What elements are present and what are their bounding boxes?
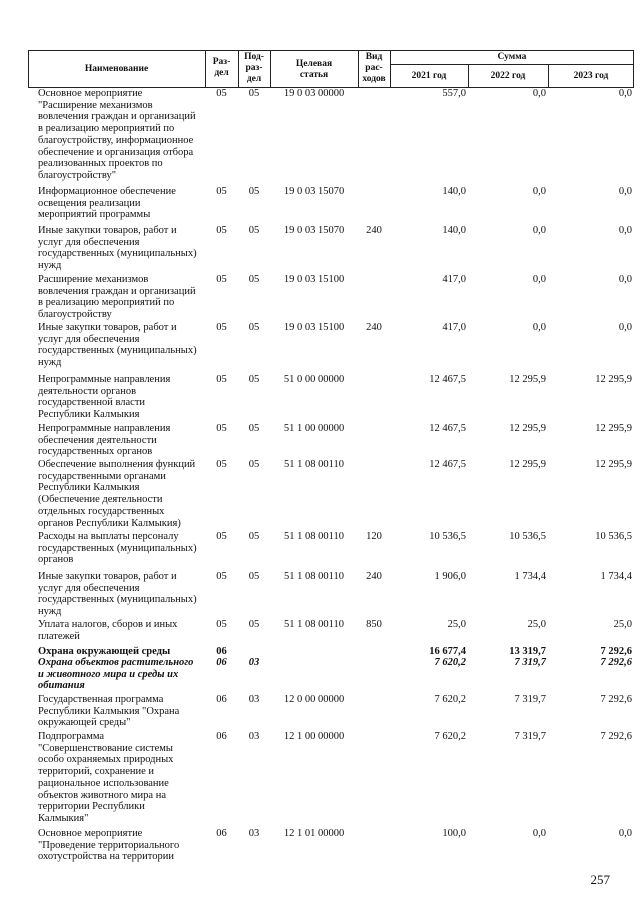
row-sum-2021: 25,0 [447, 619, 466, 630]
row-podrazdel: 05 [248, 225, 260, 236]
row-sum-2022: 7 319,7 [514, 731, 546, 742]
row-sum-2023: 25,0 [613, 619, 632, 630]
header-summa: Сумма [497, 52, 527, 62]
row-name: Основное мероприятие "Расширение механизмов вовлечения граждан и организаций в реализацию мероприятий по благоустройству, информационное обеспечение и организация отбора реализованных проектов по благоустройству" [38, 88, 196, 181]
row-sum-2023: 12 295,9 [595, 459, 632, 470]
row-podrazdel: 05 [248, 274, 260, 285]
row-razdel: 05 [216, 274, 227, 285]
row-name: Уплата налогов, сборов и иных платежей [38, 619, 178, 642]
row-sum-2023: 7 292,6 [600, 646, 632, 657]
row-name: Непрограммные направления обеспечения деятельности государственных органов [38, 423, 171, 458]
row-sum-2022: 25,0 [527, 619, 546, 630]
row-sum-2021: 140,0 [442, 186, 466, 197]
row-sum-2022: 10 536,5 [509, 531, 546, 542]
row-podrazdel: 05 [248, 423, 260, 434]
row-sum-2021: 557,0 [442, 88, 466, 99]
row-sum-2021: 100,0 [442, 828, 466, 839]
row-razdel: 06 [216, 646, 227, 657]
row-sum-2021: 140,0 [442, 225, 466, 236]
row-sum-2023: 0,0 [618, 828, 632, 839]
row-sum-2022: 1 734,4 [514, 571, 546, 582]
header-podrazdel: Под- раз- дел [244, 52, 264, 84]
row-podrazdel: 05 [248, 571, 260, 582]
row-name: Иные закупки товаров, работ и услуг для обеспечения государственных (муниципальных) нужд [38, 571, 197, 618]
row-podrazdel: 03 [248, 828, 260, 839]
row-razdel: 05 [216, 571, 227, 582]
row-podrazdel: 03 [248, 657, 260, 668]
row-name: Непрограммные направления деятельности органов государственной власти Республики Калмыкия [38, 374, 171, 421]
row-tselevaya-statya: 51 1 00 00000 [283, 423, 345, 434]
row-sum-2023: 0,0 [618, 88, 632, 99]
row-podrazdel: 05 [248, 531, 260, 542]
row-sum-2021: 7 620,2 [434, 694, 466, 705]
row-podrazdel: 05 [248, 459, 260, 470]
row-tselevaya-statya: 19 0 03 15070 [283, 225, 345, 236]
row-tselevaya-statya: 51 1 08 00110 [284, 571, 344, 582]
row-razdel: 05 [216, 531, 227, 542]
row-vid-rashodov: 850 [366, 619, 382, 630]
row-sum-2022: 7 319,7 [514, 694, 546, 705]
row-sum-2022: 0,0 [532, 322, 546, 333]
row-sum-2022: 0,0 [532, 88, 546, 99]
row-razdel: 05 [216, 619, 227, 630]
row-sum-2021: 7 620,2 [434, 657, 466, 668]
row-razdel: 05 [216, 322, 227, 333]
header-name: Наименование [84, 64, 149, 74]
row-name: Государственная программа Республики Калмыкия "Охрана окружающей среды" [38, 694, 180, 729]
row-sum-2022: 0,0 [532, 186, 546, 197]
row-sum-2021: 7 620,2 [434, 731, 466, 742]
row-razdel: 06 [216, 731, 227, 742]
header-razdel: Раз- дел [212, 57, 231, 78]
row-name: Иные закупки товаров, работ и услуг для обеспечения государственных (муниципальных) нужд [38, 322, 197, 369]
row-podrazdel: 03 [248, 731, 260, 742]
row-name: Основное мероприятие "Проведение территориального охотустройства на территории [38, 828, 180, 863]
row-sum-2023: 0,0 [618, 274, 632, 285]
row-tselevaya-statya: 19 0 03 15100 [283, 274, 345, 285]
row-tselevaya-statya: 12 1 01 00000 [283, 828, 345, 839]
row-vid-rashodov: 240 [366, 322, 382, 333]
row-name: Расширение механизмов вовлечения граждан и организаций в реализацию мероприятий по благоустройству [38, 274, 196, 321]
row-vid-rashodov: 120 [366, 531, 382, 542]
row-tselevaya-statya: 19 0 03 15100 [283, 322, 345, 333]
row-tselevaya-statya: 51 1 08 00110 [284, 459, 344, 470]
row-tselevaya-statya: 51 1 08 00110 [284, 531, 344, 542]
row-name: Подпрограмма "Совершенствование системы особо охраняемых природных территорий, сохранение и рациональное использование объектов животного мира на территории Республики Калмыкия" [38, 731, 174, 824]
row-sum-2023: 12 295,9 [595, 374, 632, 385]
row-podrazdel: 03 [248, 694, 260, 705]
row-sum-2022: 13 319,7 [509, 646, 546, 657]
row-podrazdel: 05 [248, 322, 260, 333]
row-sum-2022: 7 319,7 [514, 657, 546, 668]
row-sum-2021: 417,0 [442, 322, 466, 333]
header-2023: 2023 год [573, 71, 609, 81]
page-number: 257 [590, 872, 610, 887]
row-tselevaya-statya: 51 1 08 00110 [284, 619, 344, 630]
row-sum-2022: 12 295,9 [509, 459, 546, 470]
row-razdel: 06 [216, 694, 227, 705]
row-sum-2023: 0,0 [618, 322, 632, 333]
row-sum-2021: 16 677,4 [429, 646, 466, 657]
row-sum-2023: 7 292,6 [600, 694, 632, 705]
row-sum-2021: 12 467,5 [429, 423, 466, 434]
header-tselevaya: Целевая статья [295, 59, 333, 80]
header-2021: 2021 год [411, 71, 447, 81]
row-sum-2022: 0,0 [532, 274, 546, 285]
row-vid-rashodov: 240 [366, 225, 382, 236]
row-razdel: 05 [216, 88, 227, 99]
row-sum-2023: 12 295,9 [595, 423, 632, 434]
row-sum-2021: 10 536,5 [429, 531, 466, 542]
row-razdel: 05 [216, 459, 227, 470]
row-sum-2021: 1 906,0 [434, 571, 466, 582]
row-sum-2023: 0,0 [618, 225, 632, 236]
row-sum-2023: 1 734,4 [600, 571, 632, 582]
row-sum-2022: 0,0 [532, 828, 546, 839]
row-sum-2021: 12 467,5 [429, 459, 466, 470]
row-sum-2021: 12 467,5 [429, 374, 466, 385]
row-tselevaya-statya: 19 0 03 00000 [283, 88, 345, 99]
row-podrazdel: 05 [248, 186, 260, 197]
row-razdel: 06 [216, 657, 227, 668]
row-razdel: 06 [216, 828, 227, 839]
row-vid-rashodov: 240 [366, 571, 382, 582]
row-name: Охрана окружающей среды [38, 646, 171, 657]
row-razdel: 05 [216, 186, 227, 197]
row-tselevaya-statya: 12 0 00 00000 [283, 694, 345, 705]
row-sum-2023: 10 536,5 [595, 531, 632, 542]
row-sum-2023: 7 292,6 [600, 731, 632, 742]
row-tselevaya-statya: 12 1 00 00000 [283, 731, 345, 742]
row-sum-2021: 417,0 [442, 274, 466, 285]
row-name: Расходы на выплаты персоналу государственных (муниципальных) органов [38, 531, 197, 566]
row-tselevaya-statya: 51 0 00 00000 [283, 374, 345, 385]
header-2022: 2022 год [490, 71, 526, 81]
row-name: Охрана объектов растительного и животного мира и среды их обитания [38, 657, 194, 692]
row-razdel: 05 [216, 423, 227, 434]
row-razdel: 05 [216, 374, 227, 385]
row-podrazdel: 05 [248, 374, 260, 385]
row-name: Иные закупки товаров, работ и услуг для обеспечения государственных (муниципальных) нужд [38, 225, 197, 272]
row-sum-2022: 12 295,9 [509, 374, 546, 385]
header-vid: Вид рас- ходов [362, 52, 386, 84]
row-name: Информационное обеспечение освещения реализации мероприятий программы [38, 186, 176, 221]
row-sum-2023: 7 292,6 [600, 657, 632, 668]
row-podrazdel: 05 [248, 619, 260, 630]
row-name: Обеспечение выполнения функций государственными органами Республики Калмыкия (Обеспечение деятельности отдельных государственных органов Республики Калмыкия) [38, 459, 196, 529]
row-sum-2022: 12 295,9 [509, 423, 546, 434]
row-razdel: 05 [216, 225, 227, 236]
row-sum-2023: 0,0 [618, 186, 632, 197]
row-tselevaya-statya: 19 0 03 15070 [283, 186, 345, 197]
row-sum-2022: 0,0 [532, 225, 546, 236]
row-podrazdel: 05 [248, 88, 260, 99]
